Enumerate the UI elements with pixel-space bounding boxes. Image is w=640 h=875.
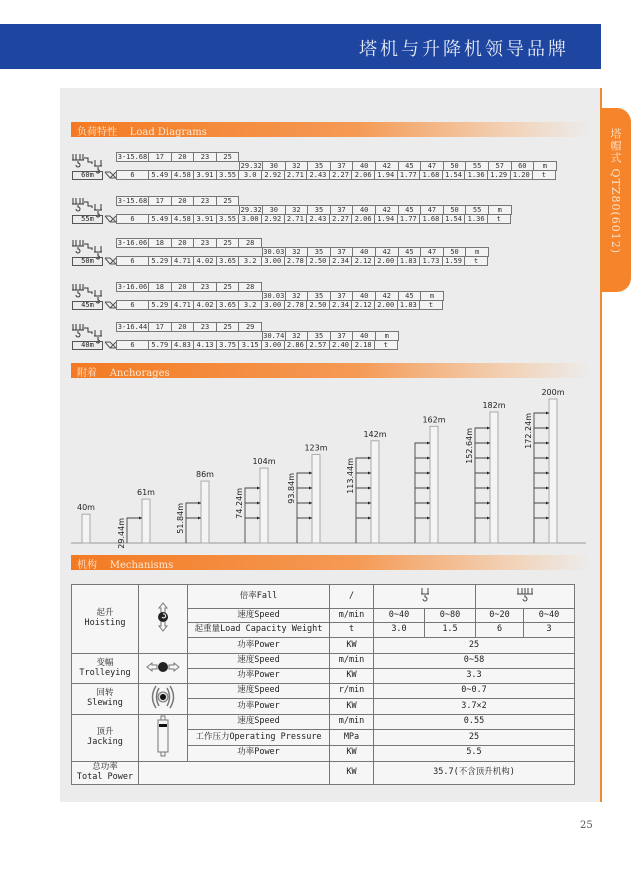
load-cell: 60 (511, 161, 535, 171)
load-cell: 37 (330, 247, 354, 257)
tower-200m (549, 399, 557, 543)
load-cell: 32 (285, 291, 309, 301)
jacking-label: 顶升 Jacking (72, 714, 139, 761)
load-cell: 3-16.44 (117, 323, 148, 331)
section-anchorages (71, 363, 590, 378)
anchor-frame (356, 458, 371, 543)
load-cell: 6 (116, 300, 149, 310)
load-cell: t (532, 170, 556, 180)
load-cell: 30 (262, 161, 286, 171)
load-cell: 1.68 (419, 170, 443, 180)
load-cell: 47 (420, 161, 444, 171)
load-cell: 6 (116, 214, 149, 224)
jib-length: 55m (72, 215, 103, 224)
anchor-frame (534, 413, 549, 543)
load-cell: 1.77 (397, 170, 421, 180)
load-cell: 5.79 (148, 340, 172, 350)
tower-height-label: 40m (77, 503, 95, 513)
load-cell: 17 (148, 196, 172, 206)
load-cell: 35 (307, 291, 331, 301)
tower-height-label: 182m (482, 400, 506, 410)
load-cell: 3.65 (216, 256, 240, 266)
load-cell: 29 (238, 322, 262, 332)
load-cell: 32 (285, 247, 309, 257)
anchor-height-label: 51.84m (176, 503, 185, 534)
load-cell: 1.73 (419, 256, 443, 266)
load-cell: 1.20 (510, 170, 534, 180)
side-tab-label: 塔帽式 QTZ80(6012) (609, 128, 622, 255)
load-cell: 2.12 (351, 300, 375, 310)
anchor-height-label: 113.44m (346, 458, 355, 494)
load-cell: 42 (375, 291, 399, 301)
tower-104m (260, 468, 268, 543)
load-diagram (71, 322, 581, 352)
load-diagram (71, 282, 581, 312)
load-cell: 25 (216, 238, 240, 248)
load-cell: 50 (443, 161, 467, 171)
load-cell: 1.36 (464, 170, 488, 180)
load-cell: 5.49 (148, 170, 172, 180)
load-cell: 1.83 (397, 300, 421, 310)
load-cell: 2.50 (306, 300, 330, 310)
tower-182m (490, 412, 498, 543)
total-power-value: 35.7(不含顶升机构) (374, 761, 575, 784)
load-row-bottom (117, 256, 488, 266)
load-cell: 28 (238, 238, 262, 248)
load-diagram (71, 196, 581, 226)
load-cell: 4.71 (171, 256, 195, 266)
load-cell: 4.58 (171, 170, 195, 180)
load-cell: 3.00 (238, 214, 262, 224)
load-cell: 2.92 (261, 170, 285, 180)
load-cell: 2.27 (329, 170, 353, 180)
load-cell: 57 (488, 161, 512, 171)
load-cell: 6 (116, 170, 149, 180)
load-cell: 35 (307, 205, 331, 215)
load-cell: 3.91 (193, 214, 217, 224)
load-cell: 3-16.06 (117, 283, 148, 291)
tower-142m (371, 441, 379, 543)
anchor-frame (245, 488, 260, 543)
load-cell: 6 (116, 340, 149, 350)
side-tab (601, 108, 631, 292)
tower-height-label: 61m (137, 488, 155, 498)
load-cell: t (419, 300, 443, 310)
load-cell: m (375, 331, 399, 341)
load-cell: 18 (148, 282, 172, 292)
load-cell: 37 (330, 205, 354, 215)
load-cell: 3.2 (238, 300, 262, 310)
load-cell: 32 (285, 331, 309, 341)
load-cell: 2.78 (284, 300, 308, 310)
trolleying-icon (139, 654, 188, 684)
tower-height-label: 162m (422, 415, 446, 425)
load-cell: 37 (330, 291, 354, 301)
load-row-bottom (117, 340, 398, 350)
load-cell: 4.13 (193, 340, 217, 350)
tower-123m (312, 454, 320, 543)
load-cell: 32 (285, 205, 309, 215)
mechanisms-table: 起升 Hoisting 倍率Fall / 速度Speed m/min 0~40 0~80 0~20 0~40 起重量Load Capacity Weight t 3.0 1.5 6 3 功率Power KW 25 变幅 Trolleying 速度Speed m/min 0~58 功率Power KW 3.3 回转 Slewing 速度Speed r/min 0~0.7 功率Power KW 3.7×2 顶升 Jacking 速度Speed m/min 0.55 工作压力Operating Pressure MPa 25 功率Power KW 5.5 总功率 Total Power KW 35.7(不含顶升机构) (71, 584, 575, 785)
load-cell: 1.54 (442, 214, 466, 224)
load-cell: t (487, 214, 511, 224)
load-cell: 2.43 (306, 214, 330, 224)
section-load-diagrams (71, 122, 590, 137)
load-cell: 3-16.06 (117, 239, 148, 247)
tower-162m (430, 426, 438, 543)
load-cell: m (488, 205, 512, 215)
slewing-icon (139, 684, 188, 715)
single-fall-hook-icon (374, 585, 476, 609)
load-cell: 3.00 (261, 300, 285, 310)
load-cell: 29.32 (240, 162, 262, 170)
load-cell: 2.06 (351, 214, 375, 224)
load-cell: 1.68 (419, 214, 443, 224)
load-cell: 20 (171, 238, 195, 248)
load-cell: 2.12 (351, 256, 375, 266)
load-cell: 40 (352, 205, 376, 215)
load-cell: 2.43 (306, 170, 330, 180)
load-cell: 2.92 (261, 214, 285, 224)
jib-length: 50m (72, 257, 103, 266)
load-cell: 1.94 (374, 170, 398, 180)
load-row-top (117, 238, 262, 248)
load-cell: 3.0 (238, 170, 262, 180)
load-cell: 23 (193, 322, 217, 332)
load-row-top (117, 322, 262, 332)
anchor-frame (186, 503, 201, 543)
load-cell: 2.50 (306, 256, 330, 266)
anchor-height-label: 93.84m (287, 473, 296, 504)
load-cell: 20 (171, 196, 195, 206)
header-band (0, 24, 601, 69)
load-cell: 6 (116, 256, 149, 266)
load-cell: m (533, 161, 557, 171)
load-cell: 1.77 (397, 214, 421, 224)
load-cell: 20 (171, 282, 195, 292)
load-cell: 1.59 (442, 256, 466, 266)
load-cell: 35 (307, 247, 331, 257)
load-cell: 50 (443, 247, 467, 257)
load-row-bottom (117, 170, 556, 180)
load-cell: 4.71 (171, 300, 195, 310)
hoisting-label: 起升 Hoisting (72, 585, 139, 654)
jib-length: 40m (72, 341, 103, 350)
jacking-cylinder-icon (139, 714, 188, 761)
load-cell: 55 (465, 161, 489, 171)
load-cell: 2.00 (374, 300, 398, 310)
load-cell: 2.34 (329, 300, 353, 310)
load-cell: 37 (330, 161, 354, 171)
load-cell: 3.15 (238, 340, 262, 350)
load-cell: 5.49 (148, 214, 172, 224)
load-cell: 23 (193, 152, 217, 162)
load-cell: 45 (398, 205, 422, 215)
load-cell: 1.54 (442, 170, 466, 180)
load-row-bottom (117, 214, 511, 224)
jib-length: 45m (72, 301, 103, 310)
load-cell: 50 (443, 205, 467, 215)
double-fall-hook-icon (476, 585, 575, 609)
load-cell: 40 (352, 291, 376, 301)
tower-61m (142, 499, 150, 543)
tower-86m (201, 481, 209, 543)
load-cell: 17 (148, 152, 172, 162)
load-cell: 3.55 (216, 170, 240, 180)
load-cell: 30.03 (263, 292, 285, 300)
load-cell: 1.36 (464, 214, 488, 224)
load-cell: 47 (420, 205, 444, 215)
load-cell: 45 (398, 247, 422, 257)
load-cell: 2.71 (284, 170, 308, 180)
section-title: 附着 Anchorages (77, 368, 170, 379)
load-cell: 35 (307, 331, 331, 341)
load-cell: t (374, 340, 398, 350)
load-cell: 25 (216, 152, 240, 162)
load-diagram (71, 152, 581, 182)
section-mechanisms (71, 555, 590, 570)
load-cell: 5.29 (148, 300, 172, 310)
page-number: 25 (580, 820, 593, 831)
slewing-label: 回转 Slewing (72, 684, 139, 715)
load-cell: 35 (307, 161, 331, 171)
anchor-frame (475, 428, 490, 543)
section-title: 机构 Mechanisms (77, 560, 174, 571)
load-cell: 5.29 (148, 256, 172, 266)
anchor-frame (127, 518, 142, 543)
load-cell: 30.74 (263, 332, 285, 340)
load-cell: 3.75 (216, 340, 240, 350)
hoisting-icon (139, 585, 188, 654)
load-cell: 40 (352, 331, 376, 341)
load-cell: 25 (216, 196, 240, 206)
load-cell: 2.86 (284, 340, 308, 350)
anchor-height-label: 74.24m (235, 488, 244, 519)
tower-height-label: 200m (541, 388, 565, 397)
load-cell: m (420, 291, 444, 301)
load-cell: 2.71 (284, 214, 308, 224)
load-row-top (117, 152, 239, 162)
load-cell: 32 (285, 161, 309, 171)
load-cell: 4.02 (193, 256, 217, 266)
load-cell: 29.32 (240, 206, 262, 214)
load-cell: 42 (375, 205, 399, 215)
load-cell: 30.03 (263, 248, 285, 256)
load-cell: 30 (262, 205, 286, 215)
load-cell: 2.34 (329, 256, 353, 266)
load-row-bottom (117, 300, 443, 310)
load-cell: 42 (375, 161, 399, 171)
load-cell: 23 (193, 238, 217, 248)
load-cell: 3.91 (193, 170, 217, 180)
load-cell: 45 (398, 161, 422, 171)
load-cell: 25 (216, 322, 240, 332)
trolleying-label: 变幅 Trolleying (72, 654, 139, 684)
section-title: 负荷特性 Load Diagrams (77, 127, 207, 138)
fall-label: 倍率Fall (188, 585, 330, 609)
load-cell: 3.55 (216, 214, 240, 224)
load-cell: 3-15.68 (117, 197, 148, 205)
anchor-frame (297, 473, 312, 543)
load-cell: 18 (148, 238, 172, 248)
anchor-height-label: 152.64m (465, 428, 474, 464)
load-cell: 2.78 (284, 256, 308, 266)
tower-height-label: 104m (252, 457, 276, 467)
load-cell: 25 (216, 282, 240, 292)
load-cell: 1.29 (487, 170, 511, 180)
brand-slogan: 塔机与升降机领导品牌 (359, 39, 569, 60)
tower-height-label: 142m (363, 429, 387, 439)
tower-40m (82, 514, 90, 543)
anchorage-diagram (60, 380, 600, 550)
load-cell: 45 (398, 291, 422, 301)
load-cell: t (464, 256, 488, 266)
load-cell: 3.00 (261, 256, 285, 266)
jib-length: 60m (72, 171, 103, 180)
tower-height-label: 86m (196, 470, 214, 480)
load-cell: 3.2 (238, 256, 262, 266)
load-cell: 3.65 (216, 300, 240, 310)
load-cell: 2.18 (351, 340, 375, 350)
anchor-height-label: 29.44m (117, 518, 126, 549)
load-cell: 3-15.68 (117, 153, 148, 161)
load-cell: 2.40 (329, 340, 353, 350)
load-cell: 1.83 (397, 256, 421, 266)
load-cell: 40 (352, 161, 376, 171)
load-cell: 4.02 (193, 300, 217, 310)
load-cell: 17 (148, 322, 172, 332)
load-cell: 2.27 (329, 214, 353, 224)
load-row-top (117, 282, 262, 292)
load-cell: 2.00 (374, 256, 398, 266)
load-cell: 2.57 (306, 340, 330, 350)
load-cell: m (465, 247, 489, 257)
load-cell: 23 (193, 282, 217, 292)
load-row-top (117, 196, 239, 206)
load-cell: 20 (171, 152, 195, 162)
load-cell: 23 (193, 196, 217, 206)
load-cell: 42 (375, 247, 399, 257)
tower-height-label: 123m (304, 443, 328, 453)
total-power-label: 总功率 Total Power (72, 761, 139, 784)
load-cell: 1.94 (374, 214, 398, 224)
load-cell: 20 (171, 322, 195, 332)
load-cell: 4.83 (171, 340, 195, 350)
anchor-height-label: 172.24m (524, 413, 533, 449)
load-diagram (71, 238, 581, 268)
load-cell: 28 (238, 282, 262, 292)
load-cell: 55 (465, 205, 489, 215)
load-cell: 37 (330, 331, 354, 341)
load-cell: 3.00 (261, 340, 285, 350)
load-cell: 40 (352, 247, 376, 257)
load-cell: 2.06 (351, 170, 375, 180)
load-cell: 47 (420, 247, 444, 257)
load-cell: 4.58 (171, 214, 195, 224)
